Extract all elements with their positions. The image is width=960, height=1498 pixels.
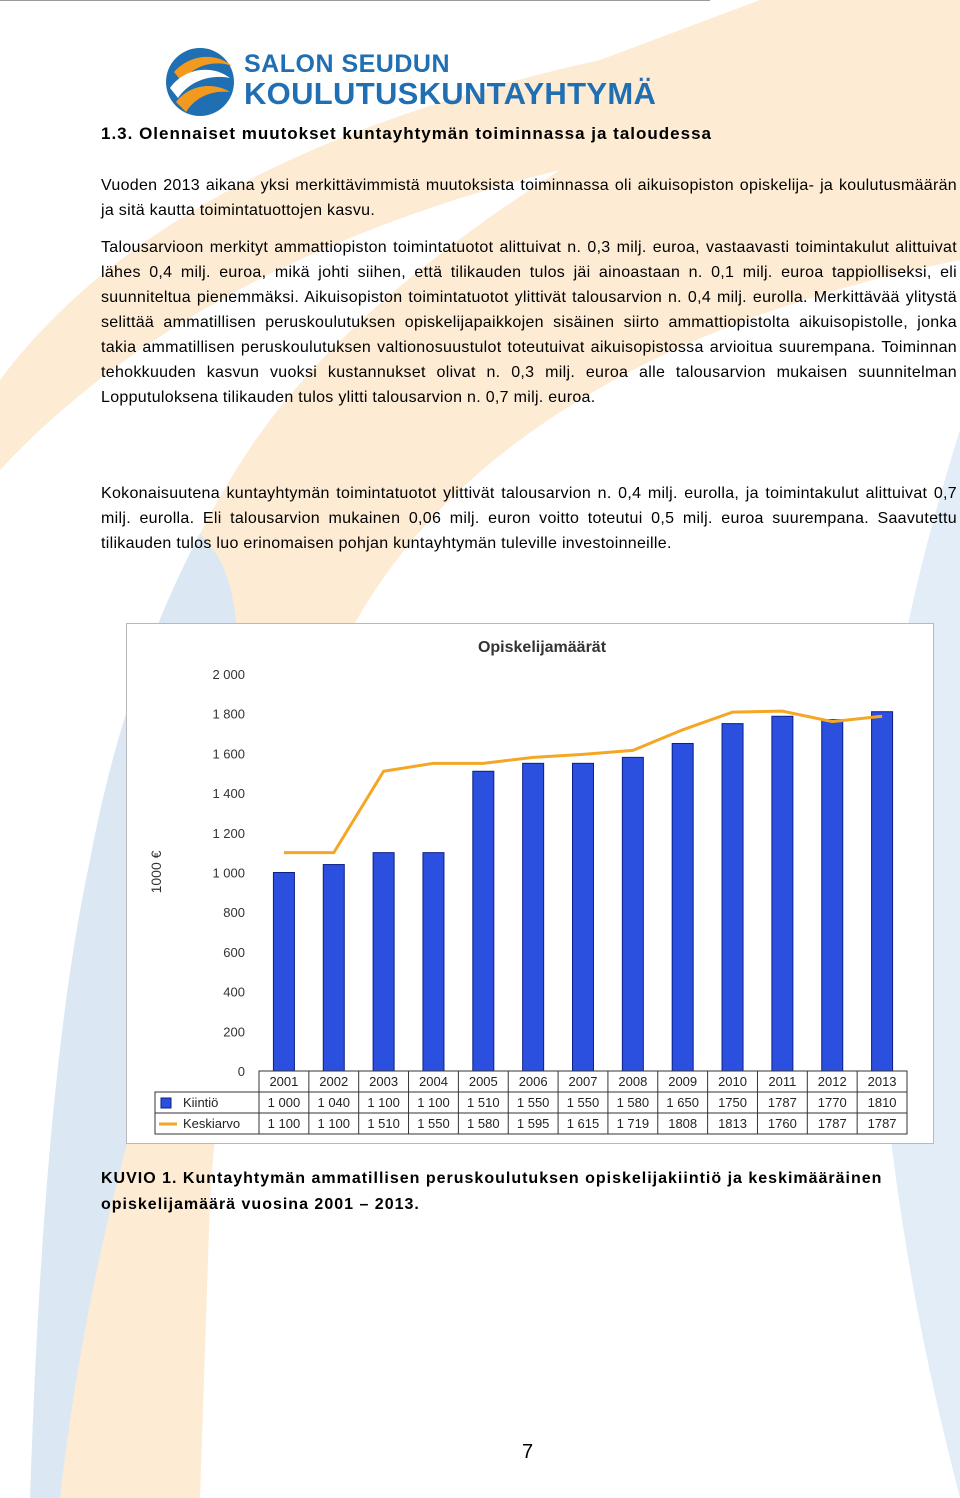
data-label: 1787 [817,1116,847,1131]
x-tick-label: 2003 [369,1074,399,1089]
y-tick-label: 400 [223,984,245,1000]
data-label: 1787 [767,1095,797,1110]
y-tick-label: 800 [223,905,245,921]
x-tick-label: 2011 [768,1074,797,1089]
bar-2004 [423,853,444,1071]
data-label: 1808 [668,1116,698,1131]
x-tick-label: 2013 [867,1074,897,1089]
data-label: 1 100 [367,1095,400,1110]
bar-2007 [573,763,594,1071]
page-number: 7 [522,1441,534,1463]
bar-2006 [523,763,544,1071]
data-label: 1 040 [317,1095,351,1110]
bar-2011 [772,716,793,1071]
section-title: 1.3. Olennaiset muutokset kuntayhtymän toiminnassa ja taloudessa [101,124,712,143]
data-label: 1 550 [516,1095,550,1110]
y-tick-label: 1 000 [212,865,245,881]
legend-label: Kiintiö [183,1095,219,1110]
figure-caption: KUVIO 1. Kuntayhtymän ammatillisen peruskoulutuksen opiskelijakiintiö ja keskimääräinen opiskelijamäärä vuosina 2001 – 2013. [101,1170,883,1213]
y-tick-label: 1 400 [212,786,245,802]
paragraph-3: Kokonaisuutena kuntayhtymän toimintatuotot ylittivät talousarvion n. 0,4 milj. eurolla, ja toimintakulut alittuivat 0,7 milj. eurolla. Eli talousarvion mukainen 0,06 milj. euron voitto toteutui 0,5 milj. euroa suurempana. Saavutettu tilikauden tulos luo erinomaisen pohjan kuntayhtymän tuleville investoinneille. [101,485,957,552]
chart [127,624,933,1143]
bar-2001 [273,873,294,1072]
data-label: 1787 [867,1116,897,1131]
data-label: 1 100 [267,1116,301,1131]
legend-swatch-kiintio [161,1098,171,1108]
data-label: 1770 [817,1095,847,1110]
x-tick-label: 2004 [419,1074,448,1089]
data-label: 1 719 [616,1116,650,1131]
bar-2003 [373,853,394,1071]
data-label: 1810 [867,1095,897,1110]
data-label: 1 650 [666,1095,699,1110]
data-label: 1 580 [616,1095,650,1110]
data-label: 1 550 [417,1116,450,1131]
bar-2005 [473,771,494,1071]
chart-title: Opiskelijamäärät [477,639,607,656]
x-tick-label: 2006 [518,1074,548,1089]
bar-2010 [722,724,743,1071]
paragraph-1: Vuoden 2013 aikana yksi merkittävimmistä muutoksista toiminnassa oli aikuisopiston opiskelija- ja koulutusmäärän ja sitä kautta toimintatuottojen kasvu. [101,177,957,219]
logo-text-line2: KOULUTUSKUNTAYHTYMÄ [244,76,657,111]
chart-y-axis-label: 1000 € [148,850,164,894]
x-tick-label: 2010 [718,1074,747,1089]
y-tick-label: 2 000 [212,667,245,682]
data-label: 1 000 [267,1095,301,1110]
data-label: 1 510 [367,1116,400,1131]
chart-data-table [155,1071,907,1134]
data-label: 1760 [767,1116,797,1131]
bar-2013 [872,712,893,1071]
bar-2002 [323,865,344,1071]
bar-2009 [672,743,693,1071]
x-tick-label: 2007 [568,1074,598,1089]
logo-text-line1: SALON SEUDUN [244,50,451,78]
y-tick-label: 600 [223,944,245,960]
bar-2008 [622,757,643,1071]
paragraph-2: Talousarvioon merkityt ammattiopiston toimintatuotot alittuivat n. 0,3 milj. euroa, vastaavasti toimintakulut alittuivat lähes 0,4 milj. euroa, mikä johti siihen, että tilikauden tulos jäi ainoastaan n. 0,1 milj. euroa tappiolliseksi, eli suunniteltua pienemmäksi. Aikuisopiston toimintatuotot ylittivät talousarvion n. 0,4 milj. eurolla. Merkittävää ylitystä selittää ammatillisen peruskoulutuksen opiskelijapaikkojen sisäinen siirto ammattiopistolta aikuisopistolle, jonka takia ammatillisen peruskoulutuksen valtionosuustulot toteutuivat aikuisopistossa arvioitua suurempana. Toiminnan tehokkuuden kasvun vuoksi kustannukset olivat n. 0,3 milj. euroa alle talousarvion mukaisen suunnitelman Lopputuloksena tilikauden tulos ylitti talousarvion n. 0,7 milj. euroa. [101,239,957,406]
x-tick-label: 2005 [468,1074,498,1089]
x-tick-label: 2009 [668,1074,698,1089]
data-label: 1 510 [467,1095,500,1110]
logo [160,42,660,122]
chart-frame [126,623,934,1144]
x-tick-label: 2002 [319,1074,349,1089]
y-tick-label: 1 800 [212,706,245,722]
x-tick-label: 2001 [269,1074,299,1089]
bar-2012 [822,720,843,1071]
top-rule [0,0,710,1]
data-label: 1813 [718,1116,747,1131]
data-label: 1750 [718,1095,747,1110]
logo-emblem-icon [160,42,240,122]
x-tick-label: 2008 [618,1074,648,1089]
data-label: 1 595 [516,1116,550,1131]
legend-label: Keskiarvo [183,1116,241,1131]
y-axis-ticks [212,667,245,1079]
y-tick-label: 1 600 [212,746,245,762]
y-tick-label: 200 [223,1024,245,1040]
y-tick-label: 0 [237,1064,245,1079]
y-tick-label: 1 200 [212,825,245,841]
bar-series [273,712,892,1071]
data-label: 1 615 [566,1116,600,1131]
data-label: 1 100 [317,1116,351,1131]
data-label: 1 550 [566,1095,600,1110]
x-tick-label: 2012 [817,1074,847,1089]
data-label: 1 580 [467,1116,500,1131]
data-label: 1 100 [417,1095,450,1110]
